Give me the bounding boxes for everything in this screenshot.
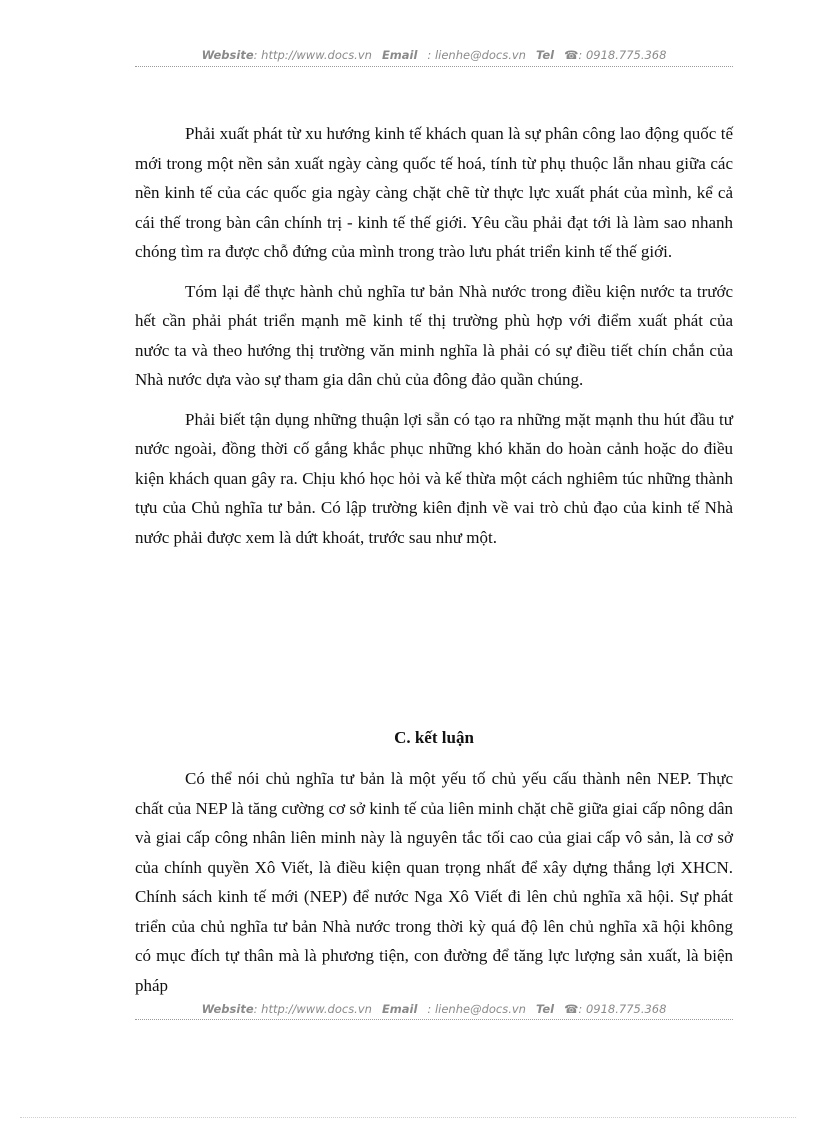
header-tel-number: : 0918.775.368: [578, 48, 667, 62]
paragraph-3: Phải biết tận dụng những thuận lợi sẵn có tạo ra những mặt mạnh thu hút đầu tư nước ngoài, đồng thời cố gắng khắc phục những khó khăn do hoàn cảnh hoặc do điều kiện khách quan gây ra. Chịu khó học hỏi và kế thừa một cách nghiêm túc những thành tựu của Chủ nghĩa tư bản. Có lập trường kiên định về vai trò chủ đạo của kinh tế Nhà nước phải được xem là dứt khoát, trước sau như một.: [135, 409, 733, 547]
header-divider: [135, 66, 733, 67]
conclusion-paragraph: Có thể nói chủ nghĩa tư bản là một yếu tố chủ yếu cấu thành nên NEP. Thực chất của NEP là tăng cường cơ sở kinh tế của liên minh chặt chẽ giữa giai cấp nông dân và giai cấp công nhân liên minh này là nguyên tắc tối cao của giai cấp vô sản, là cơ sở của chính quyền Xô Viết, là điều kiện quan trọng nhất để xây dựng thắng lợi XHCN. Chính sách kinh tế mới (NEP) để nước Nga Xô Viết đi lên chủ nghĩa xã hội. Sự phát triển của chủ nghĩa tư bản Nhà nước trong thời kỳ quá độ lên chủ nghĩa xã hội không có mục đích tự thân mà là phương tiện, con đường để tăng lực lượng sản xuất, là biện pháp: [135, 769, 733, 995]
header-tel-label: Tel: [535, 48, 555, 62]
footer-website-label: Website: [201, 1002, 254, 1016]
footer-website-url: : http://www.docs.vn: [253, 1002, 372, 1016]
phone-icon: ☎: [564, 1002, 579, 1016]
paragraph-2: Tóm lại để thực hành chủ nghĩa tư bản Nhà nước trong điều kiện nước ta trước hết cần phải phát triển mạnh mẽ kinh tế thị trường phù hợp với điểm xuất phát của nước ta và theo hướng thị trường văn minh nghĩa là phải có sự điều tiết chín chắn của Nhà nước dựa vào sự tham gia dân chủ của đông đảo quần chúng.: [135, 281, 733, 389]
footer-email-label: Email: [381, 1002, 418, 1016]
footer-tel-label: Tel: [535, 1002, 555, 1016]
paragraph-1: Phải xuất phát từ xu hướng kinh tế khách quan là sự phân công lao động quốc tế mới trong một nền sản xuất ngày càng quốc tế hoá, tính từ phụ thuộc lẫn nhau giữa các nền kinh tế của các quốc gia ngày càng chặt chẽ từ thực lực xuất phát của mình, kể cả cái thế trong bàn cân chính trị - kinh tế thế giới. Yêu cầu phải đạt tới là làm sao nhanh chóng tìm ra được chỗ đứng của mình trong trào lưu phát triển kinh tế thế giới.: [135, 124, 733, 261]
footer-divider: [135, 1019, 733, 1020]
section-heading: C. kết luận: [394, 728, 474, 747]
footer-email-address: : lienhe@docs.vn: [427, 1002, 526, 1016]
phone-icon: ☎: [564, 48, 579, 62]
header-email-address: : lienhe@docs.vn: [427, 48, 526, 62]
header-email-label: Email: [381, 48, 418, 62]
header-website-label: Website: [201, 48, 254, 62]
page-bottom-border: [20, 1117, 796, 1118]
conclusion-content: [135, 764, 733, 1010]
body-content: [135, 119, 733, 562]
header-website-url: : http://www.docs.vn: [253, 48, 372, 62]
footer-tel-number: : 0918.775.368: [578, 1002, 667, 1016]
page-footer: [135, 1002, 733, 1016]
page-header: [135, 48, 733, 62]
